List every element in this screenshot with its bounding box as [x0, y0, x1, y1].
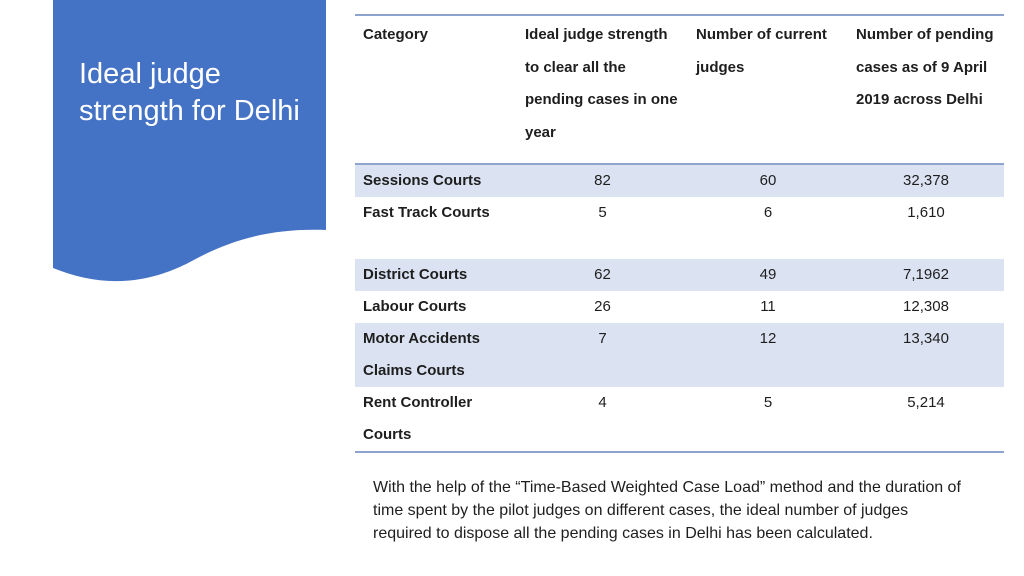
methodology-note: With the help of the “Time-Based Weighted Case Load” method and the duration of time spent by the pilot judges on different cases, the ideal number of judges required to dispose all the pending cases in Delhi has been calculated. — [373, 479, 961, 542]
header-ideal-strength: Ideal judge strength to clear all the pending cases in one year — [525, 26, 678, 141]
row-ideal: 62 — [517, 259, 688, 291]
title-background-shape — [0, 0, 340, 300]
row-pending: 32,378 — [848, 164, 1004, 197]
row-pending: 13,340 — [848, 323, 1004, 387]
row-pending: 5,214 — [907, 394, 945, 411]
row-pending: 12,308 — [903, 298, 949, 315]
row-category: Rent Controller Courts — [363, 394, 473, 443]
row-category: Sessions Courts — [355, 164, 517, 197]
table-spacer-row — [355, 229, 1004, 259]
table-row — [355, 387, 1004, 452]
header-pending-cases: Number of pending cases as of 9 April 2019 across Delhi — [856, 26, 994, 108]
row-ideal: 5 — [598, 204, 607, 221]
row-ideal: 82 — [517, 164, 688, 197]
row-current: 5 — [763, 394, 773, 411]
row-ideal: 4 — [598, 394, 607, 411]
courts-table — [355, 14, 1004, 453]
row-pending: 7,1962 — [848, 259, 1004, 291]
row-current: 60 — [688, 164, 848, 197]
table-row — [355, 323, 1004, 387]
header-category: Category — [363, 26, 429, 43]
row-current: 12 — [688, 323, 848, 387]
courts-table-container — [355, 14, 1004, 453]
table-row — [355, 291, 1004, 323]
row-category: District Courts — [355, 259, 517, 291]
row-pending: 1,610 — [907, 204, 945, 221]
row-ideal: 26 — [594, 298, 611, 315]
slide-title: Ideal judge strength for Delhi — [79, 58, 300, 127]
row-current: 11 — [760, 298, 776, 315]
row-current: 6 — [763, 204, 773, 221]
row-ideal: 7 — [517, 323, 688, 387]
table-row — [355, 164, 1004, 197]
table-row — [355, 197, 1004, 229]
row-category: Fast Track Courts — [363, 204, 490, 221]
header-current-judges: Number of current judges — [696, 26, 827, 76]
row-category: Labour Courts — [363, 298, 467, 315]
row-current: 49 — [688, 259, 848, 291]
row-category: Motor Accidents Claims Courts — [355, 323, 517, 387]
table-row — [355, 259, 1004, 291]
table-header-row — [355, 15, 1004, 164]
